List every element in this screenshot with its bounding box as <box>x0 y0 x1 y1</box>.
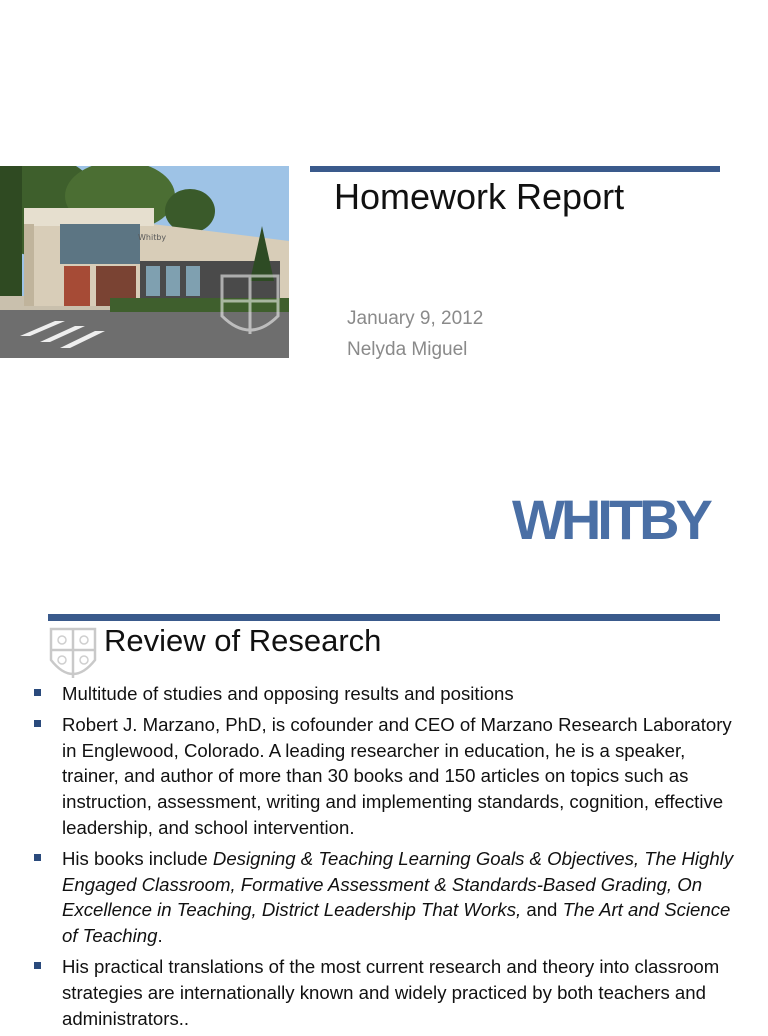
list-item <box>34 846 734 949</box>
book-title-last: The Art and Science of Teaching <box>62 899 731 947</box>
bullet-text: Multitude of studies and opposing results and positions <box>62 683 514 704</box>
list-item <box>34 681 734 707</box>
bullet-square-icon <box>34 689 41 696</box>
book-titles: Designing & Teaching Learning Goals & Objectives, The Highly Engaged Classroom, Formative Assessment & Standards-Based Grading, On Excellence in Teaching, District Leadership That Works, <box>62 847 734 921</box>
books-and: and <box>521 899 563 921</box>
books-prefix: His books include <box>62 847 213 869</box>
bullet-square-icon <box>34 854 41 861</box>
report-date: January 9, 2012 <box>347 308 484 329</box>
bullet-text: His practical translations of the most current research and theory into classroom strategies are internationally known and widely practiced by both teachers and administrators.. <box>62 955 720 1029</box>
bullet-text: Robert J. Marzano, PhD, is cofounder and CEO of Marzano Research Laboratory in Englewood, Colorado. A leading researcher in education, he is a speaker, trainer, and author of more than 30 books and 150 articles on topics such as instruction, assessment, writing and implementing standards, cognition, effective leadership, and school intervention. <box>62 713 732 838</box>
research-bullet-list <box>34 681 734 1036</box>
photo-building-sign: Whitby <box>138 233 167 242</box>
list-item <box>34 954 734 1031</box>
list-item <box>34 712 734 841</box>
title-rule <box>310 166 720 172</box>
section-rule <box>48 614 720 621</box>
books-suffix: . <box>157 925 163 947</box>
bullet-square-icon <box>34 720 41 727</box>
bullet-square-icon <box>34 962 41 969</box>
school-crest-icon <box>48 626 98 686</box>
slide-title: Homework Report <box>334 176 625 217</box>
section-title: Review of Research <box>104 623 382 658</box>
school-building-photo <box>0 166 289 358</box>
whitby-logo: WHITBY <box>512 488 709 551</box>
report-author: Nelyda Miguel <box>347 339 468 360</box>
